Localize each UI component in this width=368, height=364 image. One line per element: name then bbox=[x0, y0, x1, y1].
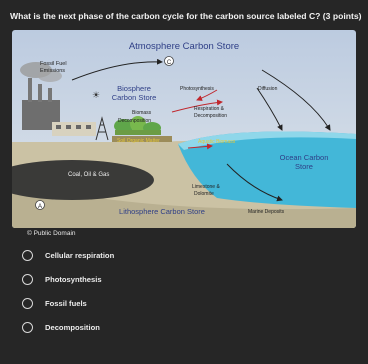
option-fossil-fuels[interactable] bbox=[22, 296, 87, 310]
coal-oil-gas-label: Coal, Oil & Gas bbox=[68, 172, 110, 178]
option-cellular-respiration[interactable] bbox=[22, 248, 114, 262]
radio-button[interactable] bbox=[22, 274, 33, 285]
diffusion-label: Diffusion bbox=[258, 86, 278, 92]
atmosphere-label: Atmosphere Carbon Store bbox=[128, 41, 240, 52]
radio-button[interactable] bbox=[22, 250, 33, 261]
biosphere-store-label: Carbon Store bbox=[111, 93, 157, 102]
limestone-label: Limestone & bbox=[192, 184, 220, 190]
decomposition-left-label: Decomposition bbox=[118, 118, 152, 124]
marine-deposits-label: Marine Deposits bbox=[248, 209, 285, 215]
decomposition-right-label: Decomposition bbox=[194, 113, 228, 119]
image-credit: © Public Domain bbox=[27, 230, 76, 237]
ocean-store-label: Store bbox=[295, 162, 313, 171]
soil-organic-label: Soil Organic Matter bbox=[117, 138, 160, 144]
option-photosynthesis[interactable] bbox=[22, 272, 102, 286]
option-label: Photosynthesis bbox=[45, 274, 102, 284]
houses-icon bbox=[52, 122, 96, 136]
marker-c-label: C bbox=[166, 60, 172, 66]
emissions-label: Emissions bbox=[40, 68, 66, 74]
question-text: What is the next phase of the carbon cycle for the carbon source labeled C? (3 points) bbox=[10, 11, 362, 21]
option-decomposition[interactable] bbox=[22, 320, 100, 334]
biosphere-label: Biosphere bbox=[117, 84, 151, 93]
dolomite-label: Dolomite bbox=[194, 191, 214, 197]
lithosphere-label: Lithosphere Carbon Store bbox=[119, 207, 205, 216]
fossil-fuel-label: Fossil Fuel bbox=[40, 61, 67, 67]
biomass-label: Biomass bbox=[132, 110, 152, 116]
photosynthesis-label: Photosynthesis bbox=[180, 86, 214, 92]
respiration-label: Respiration & bbox=[194, 106, 225, 112]
ocean-label: Ocean Carbon bbox=[279, 153, 329, 162]
sun-icon: ☀ bbox=[92, 90, 101, 100]
aquatic-biomass-label: Aquatic Biomass bbox=[198, 139, 236, 145]
radio-button[interactable] bbox=[22, 322, 33, 333]
marker-a-label: A bbox=[37, 204, 43, 210]
radio-button[interactable] bbox=[22, 298, 33, 309]
option-label: Cellular respiration bbox=[45, 250, 115, 260]
option-label: Fossil fuels bbox=[45, 298, 87, 308]
carbon-cycle-diagram bbox=[12, 30, 356, 228]
option-label: Decomposition bbox=[45, 322, 100, 332]
